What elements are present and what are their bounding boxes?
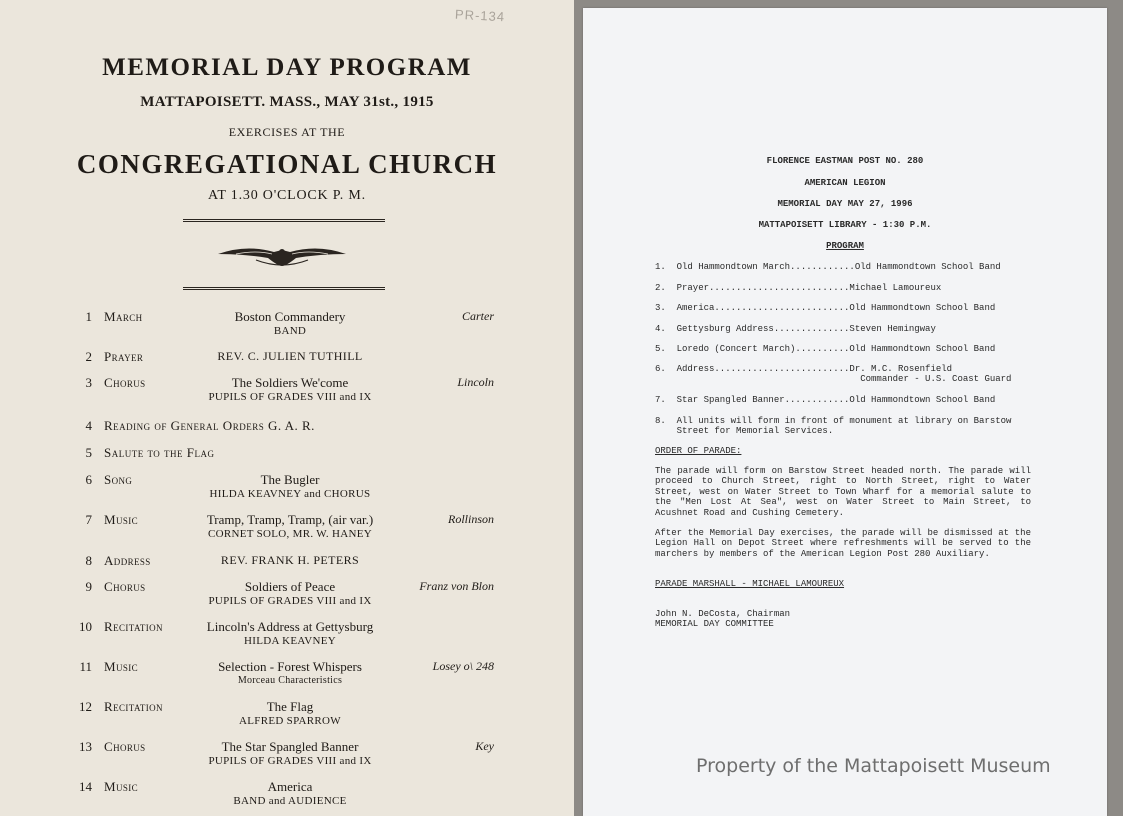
- parade-route-paragraph: The parade will form on Barstow Street headed north. The parade will proceed to Church Street, right to North Street, right to Water Street, west on Water Street to Town Wharf for a memorial salute to the "Men Lost At Sea", west on Water Street to Main Street, to Acushnet Road and Cushing Cemetery.: [655, 466, 1031, 518]
- item-category: Song: [104, 472, 133, 487]
- item-title: Boston Commandery: [234, 309, 346, 324]
- parade-marshall: PARADE MARSHALL - MICHAEL LAMOUREUX: [655, 579, 845, 589]
- program-item: [0, 309, 574, 349]
- item-composer: Losey o\ 248: [432, 659, 494, 673]
- item-title: REV. FRANK H. PETERS: [220, 553, 360, 567]
- item-number: 1: [85, 309, 92, 324]
- exercises-label: EXERCISES AT THE: [228, 125, 346, 139]
- organization-name: AMERICAN LEGION: [804, 178, 886, 188]
- item-category: Music: [104, 779, 139, 794]
- item-performer: CORNET SOLO, MR. W. HANEY: [207, 528, 373, 540]
- item-category: Address: [104, 553, 151, 568]
- program-line: 8. All units will form in front of monument at library on Barstow: [655, 416, 1012, 426]
- item-number: 8: [85, 553, 92, 568]
- item-composer: Lincoln: [457, 375, 494, 389]
- item-title: The Star Spangled Banner: [221, 739, 359, 754]
- event-date: MEMORIAL DAY MAY 27, 1996: [777, 199, 913, 209]
- program-location-date: MATTAPOISETT. MASS., MAY 31st., 1915: [140, 94, 434, 110]
- item-performer: HILDA KEAVNEY and CHORUS: [209, 488, 371, 500]
- item-number: 6: [85, 472, 92, 487]
- item-category: Chorus: [104, 739, 146, 754]
- item-composer: Franz von Blon: [419, 579, 494, 593]
- item-number: 13: [79, 739, 92, 754]
- item-number: 11: [79, 659, 92, 674]
- item-title: The Bugler: [260, 472, 320, 487]
- item-performer: ALFRED SPARROW: [239, 715, 341, 727]
- program-title: MEMORIAL DAY PROGRAM: [102, 54, 472, 81]
- program-line: 7. Star Spangled Banner............Old Hammondtown School Band: [655, 395, 996, 405]
- eagle-ornament-icon: [216, 240, 348, 270]
- item-number: 7: [85, 512, 92, 527]
- program-1996-page: [583, 8, 1107, 816]
- item-category: Reading of General Orders G. A. R.: [104, 418, 315, 433]
- item-number: 12: [79, 699, 92, 714]
- item-title: The Flag: [266, 699, 314, 714]
- item-number: 2: [85, 349, 92, 364]
- program-item: [0, 659, 574, 699]
- item-category: Chorus: [104, 375, 146, 390]
- program-item: [0, 375, 574, 415]
- program-line-continued: Street for Memorial Services.: [655, 426, 834, 436]
- item-category: March: [104, 309, 143, 324]
- item-number: 5: [85, 445, 92, 460]
- order-of-parade-heading: ORDER OF PARADE:: [655, 446, 742, 456]
- item-title: Selection - Forest Whispers: [218, 659, 362, 674]
- signature-committee: MEMORIAL DAY COMMITTEE: [655, 619, 774, 629]
- program-line: 5. Loredo (Concert March)..........Old Hammondtown School Band: [655, 344, 996, 354]
- item-performer: PUPILS OF GRADES VIII and IX: [208, 595, 372, 607]
- item-category: Salute to the Flag: [104, 445, 215, 460]
- top-divider: [183, 219, 385, 222]
- program-item: [0, 472, 574, 512]
- program-item: [0, 699, 574, 739]
- church-name: CONGREGATIONAL CHURCH: [76, 149, 498, 179]
- item-category: Music: [104, 512, 139, 527]
- program-item: [0, 512, 574, 552]
- program-item: [0, 619, 574, 659]
- item-performer: BAND: [273, 325, 307, 337]
- item-composer: Key: [475, 739, 494, 753]
- item-title: Lincoln's Address at Gettysburg: [206, 619, 374, 634]
- item-category: Chorus: [104, 579, 146, 594]
- program-heading: PROGRAM: [826, 241, 864, 251]
- program-line: 3. America.........................Old Hammondtown School Band: [655, 303, 996, 313]
- event-location-time: MATTAPOISETT LIBRARY - 1:30 P.M.: [758, 220, 932, 230]
- item-title: America: [267, 779, 313, 794]
- bottom-divider: [183, 287, 385, 290]
- program-item: [0, 579, 574, 619]
- program-line: 2. Prayer..........................Michael Lamoureux: [655, 283, 942, 293]
- item-composer: Rollinson: [447, 512, 494, 526]
- item-title: The Soldiers We'come: [231, 375, 349, 390]
- museum-watermark: Property of the Mattapoisett Museum: [696, 755, 1051, 777]
- item-number: 3: [85, 375, 92, 390]
- item-title: Soldiers of Peace: [244, 579, 336, 594]
- pencil-catalog-mark: PR-134: [454, 6, 506, 25]
- item-performer: HILDA KEAVNEY: [244, 635, 336, 647]
- program-line: 6. Address.........................Dr. M.C. Rosenfield: [655, 364, 953, 374]
- program-line: 1. Old Hammondtown March............Old Hammondtown School Band: [655, 262, 1001, 272]
- item-number: 10: [79, 619, 92, 634]
- item-performer: PUPILS OF GRADES VIII and IX: [208, 755, 372, 767]
- item-category: Recitation: [104, 619, 163, 634]
- item-composer: Carter: [461, 309, 494, 323]
- signature-name: John N. DeCosta, Chairman: [655, 609, 791, 619]
- item-category: Recitation: [104, 699, 163, 714]
- item-title: Tramp, Tramp, Tramp, (air var.): [206, 512, 374, 527]
- post-name: FLORENCE EASTMAN POST NO. 280: [766, 156, 924, 166]
- item-category: Prayer: [104, 349, 144, 364]
- item-category: Music: [104, 659, 139, 674]
- item-performer: BAND and AUDIENCE: [233, 795, 347, 807]
- item-title: REV. C. JULIEN TUTHILL: [217, 349, 363, 363]
- program-time: AT 1.30 O'CLOCK P. M.: [208, 188, 366, 203]
- item-performer: PUPILS OF GRADES VIII and IX: [208, 391, 372, 403]
- item-number: 14: [79, 779, 92, 794]
- item-performer: Morceau Characteristics: [237, 675, 343, 686]
- program-line-continued: Commander - U.S. Coast Guard: [655, 374, 1012, 384]
- program-item: [0, 739, 574, 779]
- program-item: [0, 779, 574, 816]
- program-line: 4. Gettysburg Address..............Steven Hemingway: [655, 324, 936, 334]
- dismissal-paragraph: After the Memorial Day exercises, the parade will be dismissed at the Legion Hall on Depot Street where refreshments will be served to the marchers by members of the American Legion Post 280 Auxiliary.: [655, 528, 1031, 559]
- item-number: 4: [85, 418, 92, 433]
- item-number: 9: [85, 579, 92, 594]
